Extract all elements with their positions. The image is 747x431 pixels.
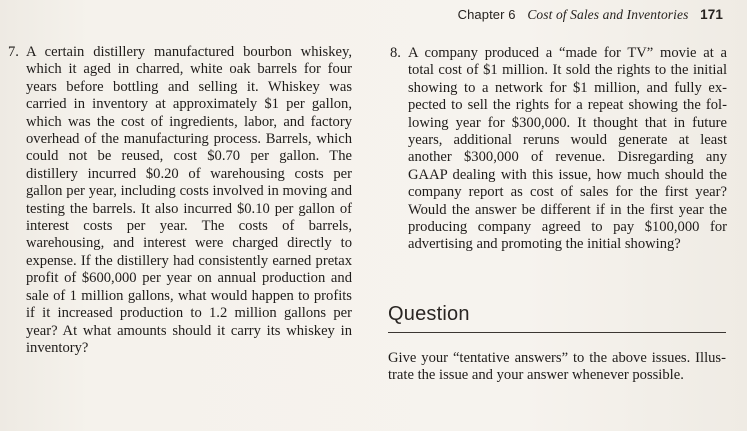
heading-rule xyxy=(388,332,726,333)
question-heading: Question xyxy=(388,303,470,325)
problem-number: 7. xyxy=(8,44,19,60)
problem-7 xyxy=(8,44,352,357)
page-number: 171 xyxy=(700,7,723,22)
running-head xyxy=(458,7,723,23)
problem-text: A company produced a “made for TV” movie at a total cost of $1 million. It sold the rights to the initial showing to a network for $1 million, and fully expected to sell the rights for a repeat showing the following year for $300,000. It thought that in future years, additional reruns would generate at least another $300,000 of revenue. Disregarding any GAAP dealing with this issue, how much should the company report as cost of sales for the first year? Would the answer be different if in the first year the producing company agreed to pay $100,000 for advertising and promoting the initial showing? xyxy=(408,45,727,253)
chapter-title: Cost of Sales and Inventories xyxy=(527,7,689,22)
problem-number: 8. xyxy=(390,45,401,61)
question-text: Give your “tentative answers” to the above issues. Illustrate the issue and your answer whenever possible. xyxy=(388,350,726,384)
right-column xyxy=(390,45,727,254)
problem-8 xyxy=(390,45,727,254)
problem-text: A certain distillery manufactured bourbon whiskey, which it aged in charred, white oak barrels for four years before bottling and selling it. Whiskey was carried in inventory at approximately $1 per gallon, which was the cost of ingredients, labor, and factory overhead of the manufacturing process. Barrels, which could not be reused, cost $0.70 per gallon. The distillery incurred $0.20 of warehousing costs per gallon per year, including costs involved in moving and testing the barrels. It also incurred $0.10 per gallon of interest costs per year. The costs of barrels, warehousing, and interest were charged directly to expense. If the distillery had consistently earned pretax profit of $600,000 per year on annual production and sale of 1 million gallons, what would happen to profits if it increased production to 1.2 million gallons per year? At what amounts should it carry its whiskey in inventory? xyxy=(26,44,352,356)
chapter-label: Chapter 6 xyxy=(457,7,516,22)
left-column xyxy=(8,44,352,357)
